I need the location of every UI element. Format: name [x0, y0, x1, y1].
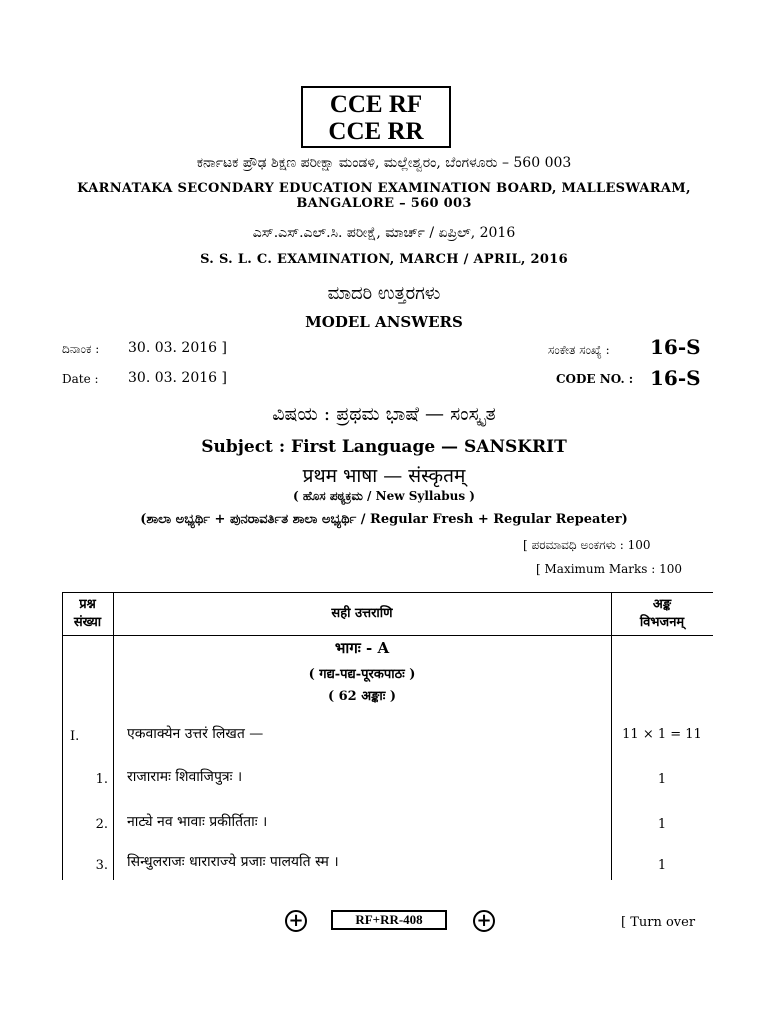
- syllabus-note: ( ಹೊಸ ಪಠ್ಯಕ್ರಮ / New Syllabus ): [293, 489, 475, 503]
- footer-paper-code: RF+RR-408: [331, 910, 447, 930]
- max-marks-kannada: [ ಪರಮಾವಧಿ ಅಂಕಗಳು : 100: [523, 538, 651, 552]
- section-subtitle: ( गद्य-पद्य-पूरकपाठः ): [308, 667, 416, 682]
- header-marks-line2: विभजनम्: [639, 615, 685, 630]
- model-answers-kannada: ಮಾದರಿ ಉತ್ತರಗಳು: [327, 283, 441, 304]
- row-answer: एकवाक्येन उत्तरं लिखत —: [127, 726, 264, 742]
- model-answers-english: MODEL ANSWERS: [305, 313, 463, 331]
- candidate-category: (ಶಾಲಾ ಅಭ್ಯರ್ಥಿ + ಪುನರಾವರ್ತಿತ ಶಾಲಾ ಅಭ್ಯರ್ಥಿ / Regular Fresh + Regular Repeater): [140, 512, 628, 527]
- header-marks-line1: अङ्क: [652, 597, 672, 612]
- table-divider-1: [113, 592, 114, 880]
- max-marks-english: [ Maximum Marks : 100: [536, 562, 683, 576]
- header-question-number: [62, 593, 113, 636]
- paper-code-line2: CCE RR: [328, 118, 424, 145]
- row-marks: 1: [657, 772, 667, 787]
- header-correct-answers: सही उत्तराणि: [113, 593, 611, 636]
- row-answer: नाट्ये नव भावाः प्रकीर्तिताः ।: [127, 814, 268, 830]
- row-answer: राजारामः शिवाजिपुत्रः ।: [127, 769, 243, 785]
- subject-english: Subject : First Language — SANSKRIT: [201, 437, 567, 457]
- registration-mark-right-icon: +: [473, 910, 495, 932]
- paper-code-line1: CCE RF: [329, 91, 423, 118]
- turn-over-note: [ Turn over: [621, 915, 696, 930]
- date-label-english: Date :: [62, 372, 99, 386]
- board-name-english-line2: BANGALORE – 560 003: [296, 196, 472, 211]
- row-answer: सिन्धुलराजः धाराराज्ये प्रजाः पालयति स्म ।: [127, 854, 339, 870]
- date-label-kannada: ದಿನಾಂಕ :: [62, 342, 100, 356]
- row-marks: 11 × 1 = 11: [622, 727, 702, 742]
- header-question-number-line1: प्रश्न: [79, 597, 96, 612]
- section-title: भागः - A: [334, 639, 390, 657]
- registration-mark-left-icon: +: [285, 910, 307, 932]
- row-number: 1.: [95, 772, 108, 787]
- row-number: 2.: [95, 817, 108, 832]
- row-number: I.: [70, 729, 80, 744]
- table-border-left: [62, 592, 63, 880]
- answers-table: [62, 592, 713, 636]
- table-top-border: [62, 592, 713, 593]
- row-marks: 1: [657, 817, 667, 832]
- exam-name-kannada: ಎಸ್.ಎಸ್.ಎಲ್.ಸಿ. ಪರೀಕ್ಷೆ, ಮಾರ್ಚ್ / ಏಪ್ರಿಲ್, 2016: [252, 225, 516, 241]
- date-value-2: 30. 03. 2016 ]: [128, 370, 227, 386]
- subject-sanskrit: प्रथम भाषा — संस्कृतम्: [302, 465, 466, 487]
- header-question-number-line2: संख्या: [73, 615, 102, 630]
- section-marks: ( 62 अङ्काः ): [327, 689, 397, 704]
- code-value-1: 16-S: [650, 335, 701, 359]
- row-number: 3.: [95, 858, 108, 873]
- subject-kannada: ವಿಷಯ : ಪ್ರಥಮ ಭಾಷೆ — ಸಂಸ್ಕೃತ: [272, 403, 496, 425]
- board-name-english-line1: KARNATAKA SECONDARY EDUCATION EXAMINATION BOARD, MALLESWARAM,: [77, 181, 691, 196]
- exam-name-english: S. S. L. C. EXAMINATION, MARCH / APRIL, 2016: [200, 252, 568, 267]
- code-value-2: 16-S: [650, 366, 701, 390]
- row-marks: 1: [657, 858, 667, 873]
- code-label-english: CODE NO. :: [556, 372, 634, 386]
- paper-code-box: [301, 86, 451, 148]
- board-name-kannada: ಕರ್ನಾಟಕ ಪ್ರೌಢ ಶಿಕ್ಷಣ ಪರೀಕ್ಷಾ ಮಂಡಳಿ, ಮಲ್ಲೇಶ್ವರಂ, ಬೆಂಗಳೂರು – 560 003: [196, 155, 572, 171]
- header-marks-allocation: [611, 593, 713, 636]
- code-label-kannada: ಸಂಕೇತ ಸಂಖ್ಯೆ :: [548, 343, 610, 357]
- date-value-1: 30. 03. 2016 ]: [128, 340, 227, 356]
